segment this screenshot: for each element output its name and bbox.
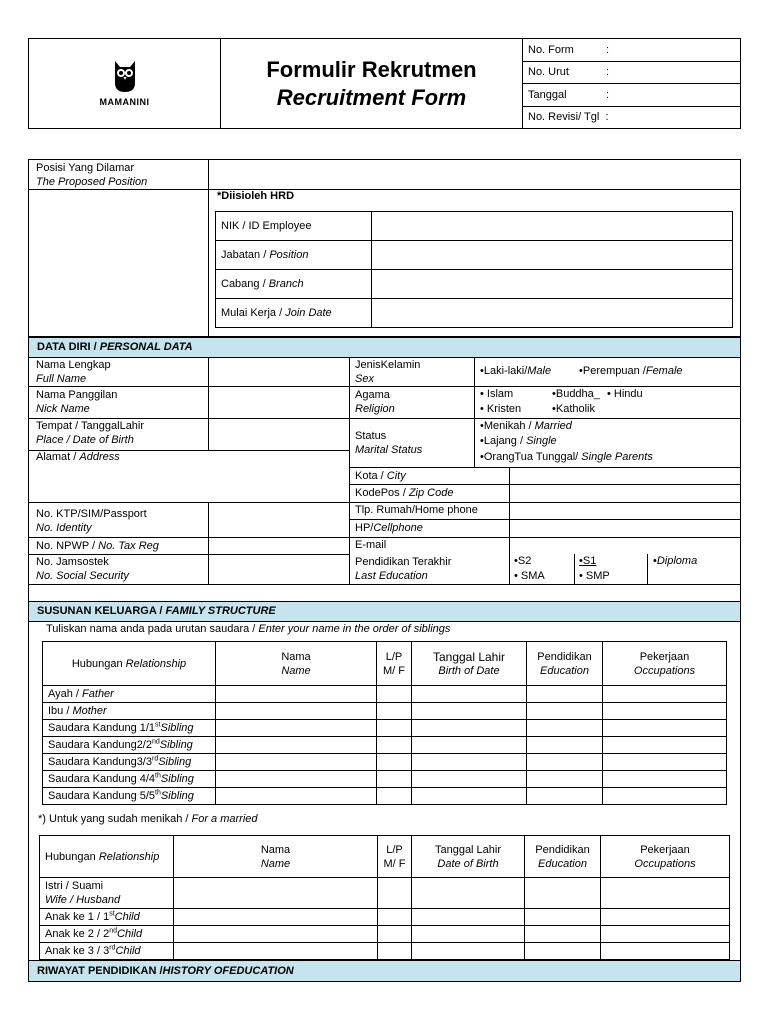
col-dob: Tanggal Lahir Date of Birth: [412, 836, 525, 878]
address-label: Alamat / Address: [36, 451, 120, 463]
edu-smp-option[interactable]: • SMP: [579, 570, 610, 582]
lp-cell[interactable]: [377, 737, 412, 754]
edu-s1-option[interactable]: •S1: [579, 555, 597, 567]
status-label: Status Marital Status: [355, 430, 423, 456]
home-phone-label: Tlp. Rumah/Home phone: [355, 504, 478, 516]
bullet-icon: •: [579, 570, 583, 582]
dob-cell[interactable]: [412, 926, 525, 943]
dob-cell[interactable]: [412, 909, 525, 926]
name-cell[interactable]: [216, 686, 377, 703]
edu-cell[interactable]: [525, 926, 601, 943]
job-cell[interactable]: [601, 909, 730, 926]
col-dob: Tanggal Lahir Birth of Date: [412, 642, 527, 686]
bullet-icon: •: [552, 388, 556, 400]
edu-sma-option[interactable]: • SMA: [514, 570, 545, 582]
hrd-note: *Diisioleh HRD: [217, 190, 295, 202]
table-row: [40, 878, 730, 909]
job-cell[interactable]: [603, 788, 727, 805]
hrd-cabang-input[interactable]: [372, 270, 733, 299]
npwp-label: No. NPWP / No. Tax Reg: [36, 540, 159, 552]
name-cell[interactable]: [174, 943, 378, 960]
col-relationship: Hubungan Relationship: [40, 836, 174, 878]
brand-name: MAMANINI: [99, 96, 150, 107]
status-married-option[interactable]: •Menikah / Married: [480, 420, 572, 432]
dob-cell[interactable]: [412, 943, 525, 960]
hrd-nik-input[interactable]: [372, 212, 733, 241]
nick-name-input[interactable]: [210, 388, 348, 417]
lp-cell[interactable]: [378, 909, 412, 926]
col-lp: L/P M/ F: [378, 836, 412, 878]
cellphone-label: HP/Cellphone: [355, 522, 423, 534]
ktp-label: No. KTP/SIM/Passport No. Identity: [36, 508, 147, 534]
table-row: [40, 926, 730, 943]
edu-cell[interactable]: [527, 771, 603, 788]
table-row: [43, 703, 727, 720]
siblings-table: [42, 641, 727, 805]
meta-form-no: [523, 39, 741, 62]
relation-cell: Anak ke 2 / 2ndChild: [40, 926, 174, 943]
job-cell[interactable]: [603, 686, 727, 703]
table-row: [43, 771, 727, 788]
job-cell[interactable]: [601, 926, 730, 943]
bullet-icon: •: [579, 365, 583, 377]
siblings-instruction: Tuliskan nama anda pada urutan saudara / Enter your name in the order of siblings: [46, 623, 451, 635]
ktp-input[interactable]: [210, 504, 348, 536]
job-cell[interactable]: [601, 878, 730, 909]
edu-cell[interactable]: [525, 943, 601, 960]
dob-cell[interactable]: [412, 720, 527, 737]
education-label: Pendidikan Terakhir Last Education: [355, 556, 452, 582]
name-cell[interactable]: [174, 926, 378, 943]
header-table: [28, 38, 741, 129]
name-cell[interactable]: [216, 788, 377, 805]
city-input[interactable]: [511, 468, 740, 483]
name-cell[interactable]: [216, 754, 377, 771]
form-subtitle: Recruitment Form: [276, 84, 467, 110]
meta-label: Tanggal: [528, 88, 567, 101]
zip-input[interactable]: [511, 485, 740, 501]
education-section-header: RIWAYAT PENDIDIKAN /HISTORY OFEDUCATION: [28, 960, 741, 982]
bullet-icon: •: [607, 388, 611, 400]
dob-cell[interactable]: [412, 686, 527, 703]
meta-revisi: [523, 106, 741, 129]
edu-s2-option[interactable]: •S2: [514, 555, 532, 567]
sex-female-option[interactable]: •Perempuan /Female: [579, 365, 683, 377]
edu-diploma-option[interactable]: •Diploma: [653, 555, 698, 567]
jamsostek-input[interactable]: [210, 556, 348, 583]
edu-cell[interactable]: [527, 737, 603, 754]
zip-label: KodePos / Zip Code: [355, 487, 454, 499]
religion-islam-option[interactable]: • Islam: [480, 388, 514, 400]
lp-cell[interactable]: [377, 703, 412, 720]
job-cell[interactable]: [603, 754, 727, 771]
edu-cell[interactable]: [525, 878, 601, 909]
bullet-icon: •: [480, 435, 484, 447]
cellphone-input[interactable]: [511, 520, 740, 536]
col-relationship: Hubungan Relationship: [43, 642, 216, 686]
edu-cell[interactable]: [525, 909, 601, 926]
table-row: [40, 943, 730, 960]
relation-cell: Anak ke 1 / 1stChild: [40, 909, 174, 926]
owl-logo-icon: [110, 59, 140, 93]
sex-label: JenisKelamin Sex: [355, 359, 421, 385]
bullet-icon: •: [480, 420, 484, 432]
relation-cell: Saudara Kandung3/3rdSibling: [43, 754, 216, 771]
email-input[interactable]: [511, 538, 740, 553]
dob-cell[interactable]: [412, 703, 527, 720]
hrd-join-input[interactable]: [372, 299, 733, 328]
dob-cell[interactable]: [412, 771, 527, 788]
meta-colon: :: [606, 43, 610, 56]
edu-cell[interactable]: [527, 703, 603, 720]
col-occupation: Pekerjaan Occupations: [601, 836, 730, 878]
lp-cell[interactable]: [378, 878, 412, 909]
address-input[interactable]: [36, 465, 346, 501]
hrd-jabatan-label: Jabatan / Position: [216, 241, 372, 270]
bullet-icon: •: [480, 403, 484, 415]
birth-input[interactable]: [210, 420, 348, 449]
job-cell[interactable]: [603, 703, 727, 720]
name-cell[interactable]: [174, 878, 378, 909]
lp-cell[interactable]: [377, 788, 412, 805]
form-title: Formulir Rekrutmen: [266, 56, 477, 82]
meta-colon: :: [605, 111, 609, 124]
relation-cell: Ibu / Mother: [43, 703, 216, 720]
bullet-icon: •: [653, 555, 657, 567]
meta-colon: :: [606, 66, 610, 79]
personal-section-header: DATA DIRI / PERSONAL DATA: [28, 337, 741, 358]
religion-label: Agama Religion: [355, 389, 395, 415]
edu-cell[interactable]: [527, 788, 603, 805]
home-phone-input[interactable]: [511, 503, 740, 518]
name-cell[interactable]: [216, 771, 377, 788]
hrd-table: [215, 211, 733, 328]
relation-cell: Saudara Kandung 4/4thSibling: [43, 771, 216, 788]
bullet-icon: •: [480, 451, 484, 463]
relation-cell: Anak ke 3 / 3rdChild: [40, 943, 174, 960]
relation-cell: Saudara Kandung2/2ndSibling: [43, 737, 216, 754]
table-row: [43, 686, 727, 703]
bullet-icon: •: [480, 365, 484, 377]
title-cell: [221, 39, 523, 129]
full-name-input[interactable]: [210, 358, 348, 385]
table-row: [43, 737, 727, 754]
job-cell[interactable]: [603, 720, 727, 737]
table-row: [43, 754, 727, 771]
married-family-table: [39, 835, 730, 960]
bullet-icon: •: [514, 555, 518, 567]
married-note: *) Untuk yang sudah menikah / For a married: [38, 813, 258, 825]
edu-cell[interactable]: [527, 686, 603, 703]
full-name-label: Nama Lengkap Full Name: [36, 359, 111, 385]
meta-label: No. Urut: [528, 66, 569, 79]
relation-cell: Ayah / Father: [43, 686, 216, 703]
npwp-input[interactable]: [210, 539, 348, 553]
name-cell[interactable]: [216, 720, 377, 737]
relation-cell: Saudara Kandung 5/5thSibling: [43, 788, 216, 805]
table-row: [43, 788, 727, 805]
col-education: Pendidikan Education: [525, 836, 601, 878]
lp-cell[interactable]: [377, 686, 412, 703]
religion-kristen-option[interactable]: • Kristen: [480, 403, 522, 415]
meta-tanggal: [523, 84, 741, 107]
bullet-icon: •: [579, 555, 583, 567]
job-cell[interactable]: [601, 943, 730, 960]
col-name: Nama Name: [174, 836, 378, 878]
bullet-icon: •: [514, 570, 518, 582]
position-label: Posisi Yang Dilamar The Proposed Position: [36, 162, 148, 188]
col-education: Pendidikan Education: [527, 642, 603, 686]
hrd-nik-label: NIK / ID Employee: [216, 212, 372, 241]
religion-katholik-option[interactable]: •Katholik: [552, 403, 595, 415]
dob-cell[interactable]: [412, 878, 525, 909]
nick-name-label: Nama Panggilan Nick Name: [36, 389, 118, 415]
spacer-row: [28, 584, 741, 602]
religion-buddha-option[interactable]: •Buddha_: [552, 388, 600, 400]
meta-label: No. Form: [528, 43, 574, 56]
lp-cell[interactable]: [377, 771, 412, 788]
dob-cell[interactable]: [412, 737, 527, 754]
meta-colon: :: [606, 88, 610, 101]
dob-cell[interactable]: [412, 754, 527, 771]
table-row: [43, 720, 727, 737]
lp-cell[interactable]: [378, 943, 412, 960]
relation-cell: Istri / Suami Wife / Husband: [40, 878, 174, 909]
col-lp: L/P M/ F: [377, 642, 412, 686]
name-cell[interactable]: [216, 737, 377, 754]
status-single-option[interactable]: •Lajang / Single: [480, 435, 557, 447]
job-cell[interactable]: [603, 737, 727, 754]
lp-cell[interactable]: [377, 720, 412, 737]
col-name: Nama Name: [216, 642, 377, 686]
email-label: E-mail: [355, 539, 387, 551]
edu-cell[interactable]: [527, 720, 603, 737]
meta-label: No. Revisi/ Tgl: [528, 111, 600, 124]
birth-label: Tempat / TanggalLahir Place / Date of Birth: [36, 420, 145, 446]
edu-cell[interactable]: [527, 754, 603, 771]
col-occupation: Pekerjaan Occupations: [603, 642, 727, 686]
religion-hindu-option[interactable]: • Hindu: [607, 388, 643, 400]
table-row: [40, 909, 730, 926]
hrd-join-label: Mulai Kerja / Join Date: [216, 299, 372, 328]
city-label: Kota / City: [355, 470, 406, 482]
logo-cell: [29, 39, 221, 129]
sex-male-option[interactable]: •Laki-laki/Male: [480, 365, 552, 377]
bullet-icon: •: [552, 403, 556, 415]
relation-cell: Saudara Kandung 1/1stSibling: [43, 720, 216, 737]
status-single-parent-option[interactable]: •OrangTua Tunggal/ Single Parents: [480, 451, 653, 463]
meta-urut-no: [523, 61, 741, 84]
name-cell[interactable]: [174, 909, 378, 926]
name-cell[interactable]: [216, 703, 377, 720]
position-input[interactable]: [210, 161, 740, 188]
hrd-cabang-label: Cabang / Branch: [216, 270, 372, 299]
job-cell[interactable]: [603, 771, 727, 788]
jamsostek-label: No. Jamsostek No. Social Security: [36, 556, 129, 582]
lp-cell[interactable]: [377, 754, 412, 771]
lp-cell[interactable]: [378, 926, 412, 943]
personal-block: [28, 357, 741, 585]
bullet-icon: •: [480, 388, 484, 400]
hrd-jabatan-input[interactable]: [372, 241, 733, 270]
family-section-header: SUSUNAN KELUARGA / FAMILY STRUCTURE: [28, 601, 741, 622]
dob-cell[interactable]: [412, 788, 527, 805]
